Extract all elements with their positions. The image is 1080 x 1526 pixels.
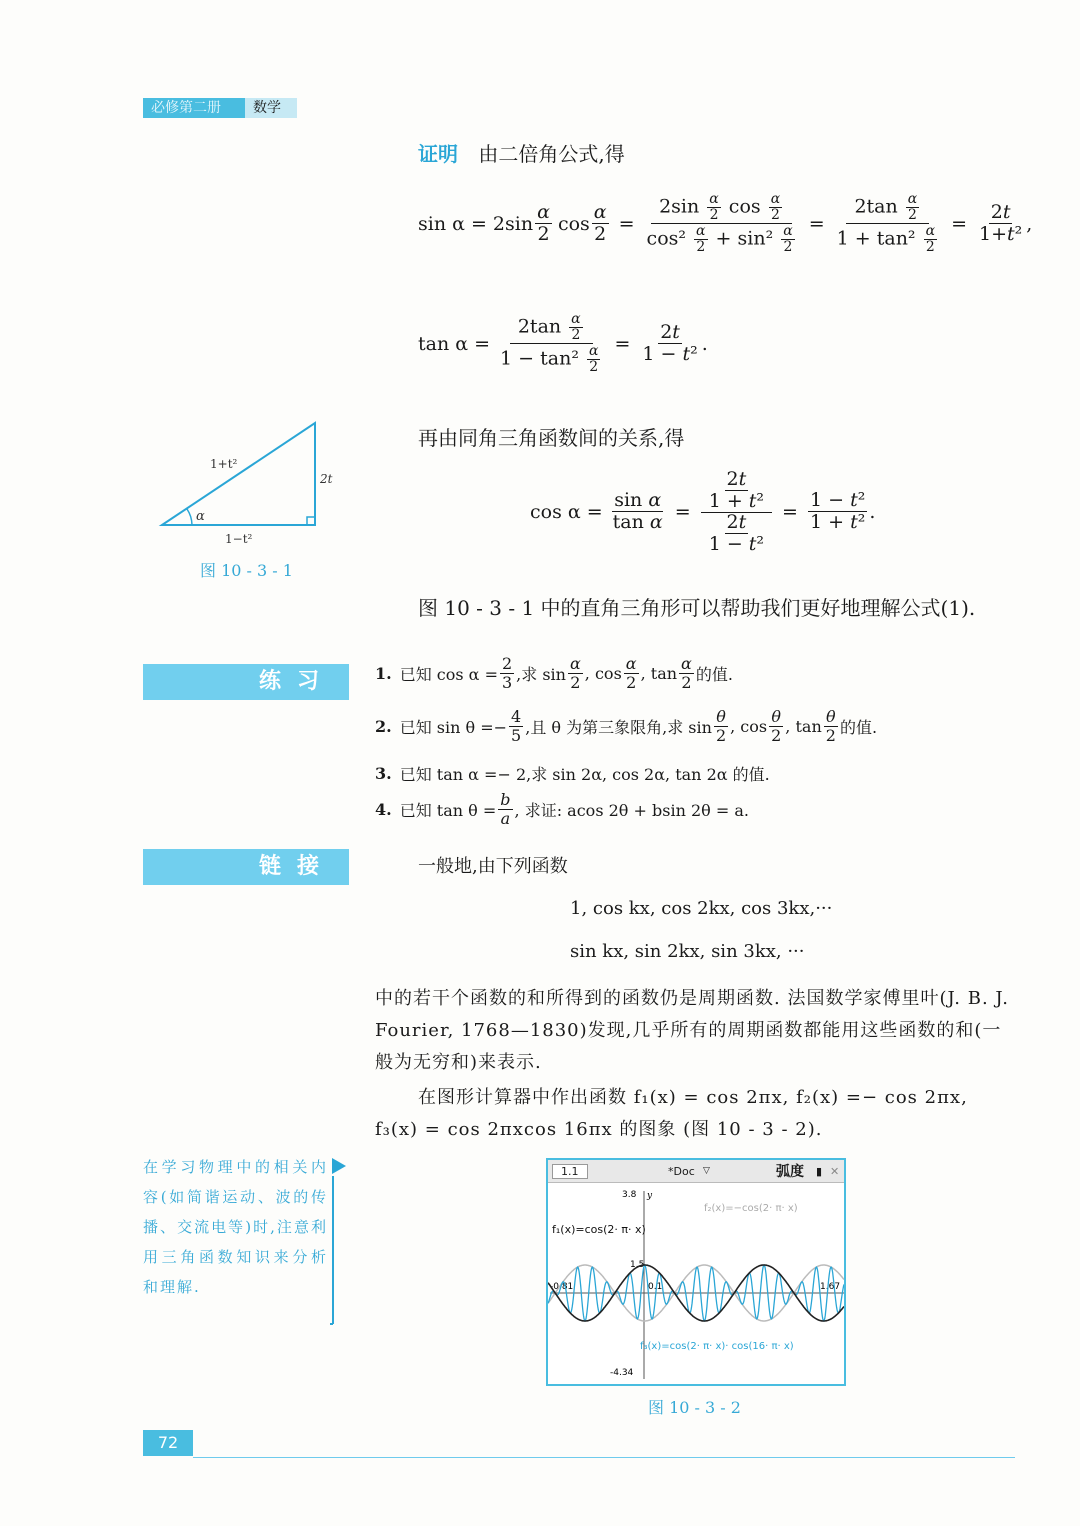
y-min-label: -4.34: [610, 1368, 634, 1378]
f3-label: f₃(x)=cos(2· π· x)· cos(16· π· x): [640, 1341, 794, 1352]
angle-label: α: [196, 509, 205, 524]
fourier-paragraph: 中的若干个函数的和所得到的函数仍是周期函数. 法国数学家傅里叶(J. B. J. Fourier, 1768—1830)发现,几乎所有的周期函数都能用这些函数的和(一般为无穷和)来表示.: [375, 988, 1009, 1073]
book-series: 必修第二册: [143, 98, 245, 118]
book-subject: 数学: [245, 98, 297, 118]
exercise-4: 4. 已知 tan θ = $\frac{b}{a}$ , 求证: acos 2θ + bsin 2θ = a.: [375, 790, 749, 828]
footer-rule: [193, 1457, 1015, 1458]
svg-text:y: y: [647, 1191, 653, 1201]
calculator-toolbar: [548, 1160, 844, 1183]
running-header: [143, 98, 297, 118]
proof-label: 证明: [418, 142, 458, 166]
y-max-label: 3.8: [622, 1190, 637, 1200]
x-max-label: 1.67: [820, 1282, 841, 1292]
link-lead: 一般地,由下列函数: [418, 856, 568, 877]
figure-caption-1: 图 10 - 3 - 1: [200, 561, 293, 580]
calc-angle-mode: 弧度: [776, 1164, 804, 1180]
chevron-down-icon: ▽: [703, 1166, 710, 1176]
y-tick-label: 1.5: [630, 1260, 645, 1270]
proof-intro: 由二倍角公式,得: [478, 142, 625, 166]
play-arrow-icon: [332, 1158, 346, 1174]
x-tick-label: 0.1: [648, 1282, 663, 1292]
x-min-label: -0.81: [550, 1282, 574, 1292]
exercise-2: 2. 已知 sin θ =− $\frac{4}{5}$ ,且 θ 为第三象限角,求 sin $\frac{\theta}{2}$ , cos $\frac{\theta}{2}$ , tan $\frac{\theta}{2}$ 的值.: [375, 707, 878, 745]
proof-heading: [418, 138, 625, 167]
base-label: 1−t²: [225, 532, 253, 546]
angle-arc: [187, 509, 192, 525]
calculator-paragraph: 在图形计算器中作出函数 f₁(x) = cos 2πx, f₂(x) =− cos 2πx, f₃(x) = cos 2πxcos 16πx 的图象 (图 10 - 3 - 2).: [375, 1087, 968, 1140]
battery-icon: ▮: [816, 1164, 823, 1178]
triangle-shape: [162, 423, 315, 525]
calculator-screen: [546, 1158, 846, 1386]
conclusion-text: 图 10 - 3 - 1 中的直角三角形可以帮助我们更好地理解公式(1).: [418, 596, 976, 620]
hypotenuse-label: 1+t²: [210, 457, 238, 471]
margin-note-bracket: [330, 1156, 350, 1328]
f1-label: f₁(x)=cos(2· π· x): [552, 1223, 646, 1236]
page-number: 72: [143, 1430, 193, 1456]
figure-caption-2: 图 10 - 3 - 2: [648, 1398, 741, 1417]
calc-tab[interactable]: 1.1: [552, 1164, 588, 1179]
cos-equation: cos α = $\frac{\text{sin α}}{\text{tan α}}$ = $\frac{\frac{2t}{\text{1 + t²}}}{\frac{2t}{\text{1 − t²}}}$ = $\frac{\text{1 − t²}}{\text{1 + t²}}$ .: [530, 468, 876, 555]
calculator-graph: [548, 1183, 844, 1383]
practice-heading: 练习: [143, 664, 349, 700]
exercise-1: 1. 已知 cos α = $\frac{2}{3}$ ,求 sin $\frac{\alpha}{2}$ , cos $\frac{\alpha}{2}$ , tan $\frac{\alpha}{2}$ 的值.: [375, 654, 733, 692]
f2-label: f₂(x)=−cos(2· π· x): [704, 1203, 798, 1214]
margin-note: 在学习物理中的相关内容(如简谐运动、波的传播、交流电等)时,注意利用三角函数知识来分析和理解.: [143, 1158, 328, 1296]
tan-equation: tan α = 2tan $\frac{\alpha}{2}$ 1 − tan² $\frac{\alpha}{2}$ = $\frac{2t}{\text{1 − t²}}$ .: [418, 311, 708, 375]
right-angle-mark: [307, 517, 315, 525]
sin-series: sin kx, sin 2kx, sin 3kx, ···: [570, 941, 805, 962]
calc-doc-menu[interactable]: *Doc: [668, 1164, 695, 1178]
exercise-3: 3. 已知 tan α =− 2,求 sin 2α, cos 2α, tan 2α 的值.: [375, 764, 770, 784]
close-icon[interactable]: ✕: [830, 1164, 840, 1178]
right-triangle-figure: [150, 415, 350, 555]
sin-equation: sin α = 2sin $\frac{\alpha}{2}$ cos $\frac{\alpha}{2}$ = 2sin $\frac{\alpha}{2}$ cos $\frac{\alpha}{2}$ cos² $\frac{\alpha}{2}$ + sin² $\frac{\alpha}{2}$ = 2tan $\frac{\alpha}{2}$ 1 + tan² $\frac{\alpha}{2}$ = $\frac{2t}{\text{1+t²}}$ ,: [418, 191, 1033, 255]
link-heading: 链接: [143, 849, 349, 885]
vertical-side-label: 2t: [320, 472, 333, 486]
cos-series: 1, cos kx, cos 2kx, cos 3kx,···: [570, 898, 833, 919]
relation-text: 再由同角三角函数间的关系,得: [418, 426, 685, 450]
